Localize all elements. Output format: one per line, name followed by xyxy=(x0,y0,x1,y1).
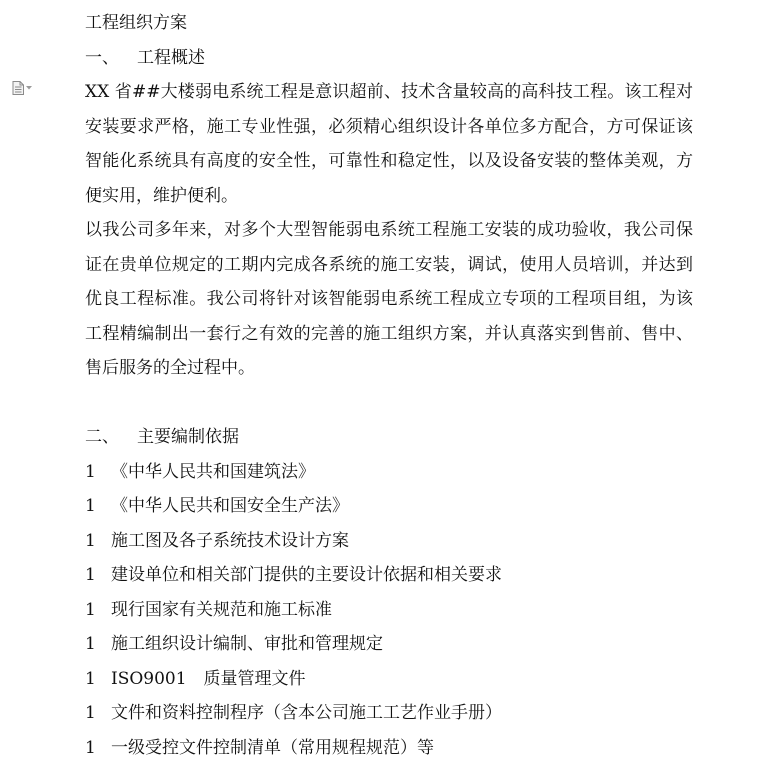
paragraph-commitment xyxy=(85,213,705,386)
paragraph-line: 工程精编制出一套行之有效的完善的施工组织方案，并认真落实到售前、售中、 xyxy=(85,317,693,352)
list-item xyxy=(85,455,705,490)
list-item-number: 1 xyxy=(85,524,111,559)
paragraph-handle-icon xyxy=(12,81,24,95)
paragraph-handle[interactable] xyxy=(12,81,32,95)
section-heading-overview xyxy=(85,41,705,76)
list-item xyxy=(85,731,705,765)
list-item xyxy=(85,558,705,593)
list-item-text: 施工图及各子系统技术设计方案 xyxy=(111,531,349,551)
section-heading-basis xyxy=(85,420,705,455)
paragraph-line: 安装要求严格，施工专业性强，必须精心组织设计各单位多方配合，方可保证该 xyxy=(85,110,693,145)
document-title: 工程组织方案 xyxy=(85,6,705,41)
list-item xyxy=(85,524,705,559)
list-item-number: 1 xyxy=(85,696,111,731)
paragraph-line: 证在贵单位规定的工期内完成各系统的施工安装，调试，使用人员培训，并达到 xyxy=(85,248,693,283)
list-item-text: ISO9001 质量管理文件 xyxy=(111,669,306,689)
list-item-number: 1 xyxy=(85,662,111,697)
list-item-text: 建设单位和相关部门提供的主要设计依据和相关要求 xyxy=(111,565,502,585)
list-item-number: 1 xyxy=(85,558,111,593)
chevron-down-icon xyxy=(26,86,32,90)
list-item-text: 《中华人民共和国建筑法》 xyxy=(111,462,315,482)
basis-list xyxy=(85,455,705,765)
list-item-text: 现行国家有关规范和施工标准 xyxy=(111,600,332,620)
paragraph-line: 优良工程标准。我公司将针对该智能弱电系统工程成立专项的工程项目组，为该 xyxy=(85,282,693,317)
section-title: 主要编制依据 xyxy=(137,427,239,447)
section-number: 二、 xyxy=(85,420,137,455)
list-item-number: 1 xyxy=(85,489,111,524)
paragraph-line: XX 省##大楼弱电系统工程是意识超前、技术含量较高的高科技工程。该工程对 xyxy=(85,75,693,110)
paragraph-line: 以我公司多年来，对多个大型智能弱电系统工程施工安装的成功验收，我公司保 xyxy=(85,213,693,248)
list-item-text: 文件和资料控制程序（含本公司施工工艺作业手册） xyxy=(111,703,502,723)
list-item xyxy=(85,696,705,731)
paragraph-line: 智能化系统具有高度的安全性，可靠性和稳定性，以及设备安装的整体美观，方 xyxy=(85,144,693,179)
list-item-number: 1 xyxy=(85,455,111,490)
list-item xyxy=(85,627,705,662)
list-item xyxy=(85,489,705,524)
blank-line xyxy=(85,386,705,421)
list-item xyxy=(85,662,705,697)
paragraph-line: 售后服务的全过程中。 xyxy=(85,351,705,386)
document-body xyxy=(85,6,705,765)
paragraph-line: 便实用，维护便利。 xyxy=(85,179,705,214)
section-number: 一、 xyxy=(85,41,137,76)
paragraph-overview xyxy=(85,75,705,213)
list-item-number: 1 xyxy=(85,627,111,662)
list-item xyxy=(85,593,705,628)
section-title: 工程概述 xyxy=(137,48,205,68)
list-item-text: 施工组织设计编制、审批和管理规定 xyxy=(111,634,383,654)
list-item-text: 一级受控文件控制清单（常用规程规范）等 xyxy=(111,738,434,758)
list-item-number: 1 xyxy=(85,731,111,765)
list-item-number: 1 xyxy=(85,593,111,628)
list-item-text: 《中华人民共和国安全生产法》 xyxy=(111,496,349,516)
